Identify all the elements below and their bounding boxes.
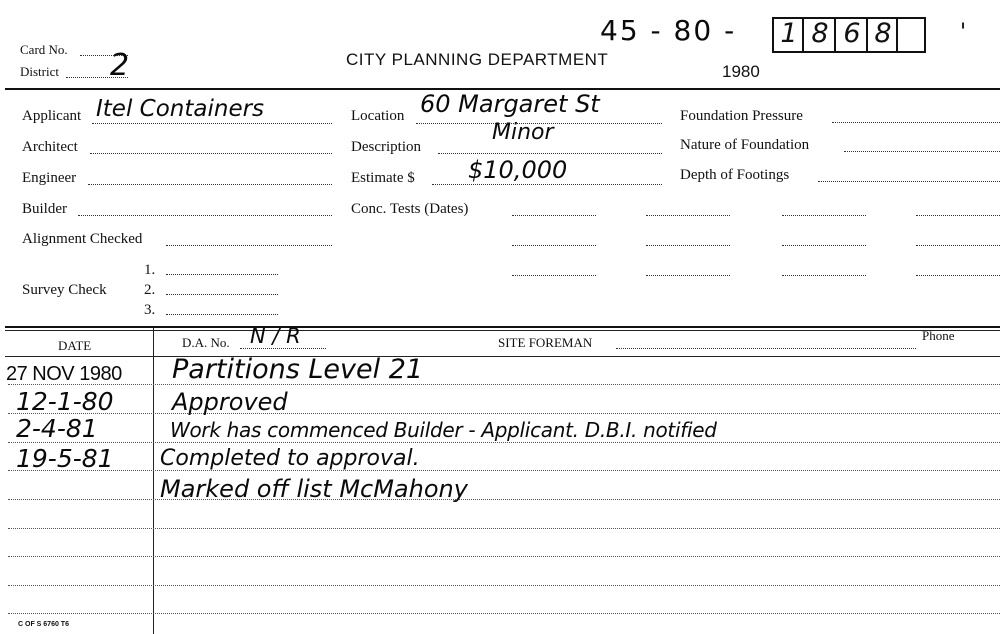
- conc-tests-label: Conc. Tests (Dates): [351, 201, 469, 217]
- file-number-tail: ': [960, 20, 967, 45]
- alignment-label: Alignment Checked: [22, 231, 143, 247]
- engineer-label: Engineer: [22, 170, 77, 186]
- district-label: District: [20, 64, 59, 79]
- entry-text: Work has commenced Builder - Applicant. D.B.I. notified: [170, 418, 717, 442]
- location-value: 60 Margaret St: [420, 90, 600, 118]
- file-number-prefix: 45 - 80 -: [600, 14, 737, 47]
- builder-label: Builder: [22, 201, 67, 217]
- estimate-value: $10,000: [468, 156, 568, 184]
- foundation-pressure-label: Foundation Pressure: [680, 108, 803, 124]
- entry-date-stamp: 27 NOV 1980: [6, 363, 122, 385]
- estimate-label: Estimate $: [351, 170, 415, 186]
- date-header: DATE: [58, 338, 92, 353]
- da-no-value: N / R: [250, 324, 301, 348]
- entry-text: Approved: [172, 388, 288, 416]
- file-digit: 8: [874, 18, 892, 49]
- file-digit: 8: [811, 18, 829, 49]
- entry-date: 2-4-81: [16, 414, 98, 443]
- card-no-label: Card No.: [20, 42, 68, 57]
- site-foreman-label: SITE FOREMAN: [498, 335, 593, 350]
- entry-text: Partitions Level 21: [172, 354, 424, 385]
- district-value: 2: [110, 48, 130, 83]
- survey-check-label: Survey Check: [22, 282, 107, 298]
- entry-date: 12-1-80: [16, 387, 114, 416]
- description-value: Minor: [492, 120, 554, 145]
- depth-footings-label: Depth of Footings: [680, 167, 790, 183]
- survey-item: 1.: [144, 262, 156, 278]
- survey-item: 3.: [144, 302, 156, 318]
- card-year: 1980: [722, 62, 760, 81]
- file-digit: 6: [843, 18, 861, 49]
- description-label: Description: [351, 139, 421, 155]
- form-code: C OF S 6760 T6: [18, 621, 69, 628]
- da-no-label: D.A. No.: [182, 335, 230, 350]
- date-column-divider: [153, 328, 154, 634]
- department-title: CITY PLANNING DEPARTMENT: [346, 50, 609, 69]
- nature-foundation-label: Nature of Foundation: [680, 137, 810, 153]
- applicant-value: Itel Containers: [96, 96, 265, 122]
- location-label: Location: [351, 108, 405, 124]
- survey-item: 2.: [144, 282, 156, 298]
- file-digit: 1: [780, 18, 798, 49]
- architect-label: Architect: [22, 139, 78, 155]
- entry-text: Marked off list McMahony: [160, 475, 468, 503]
- entry-date: 19-5-81: [16, 444, 114, 473]
- entry-text: Completed to approval.: [160, 446, 420, 471]
- applicant-label: Applicant: [22, 108, 82, 124]
- log-top-divider: [5, 326, 1000, 328]
- phone-label: Phone: [922, 328, 955, 343]
